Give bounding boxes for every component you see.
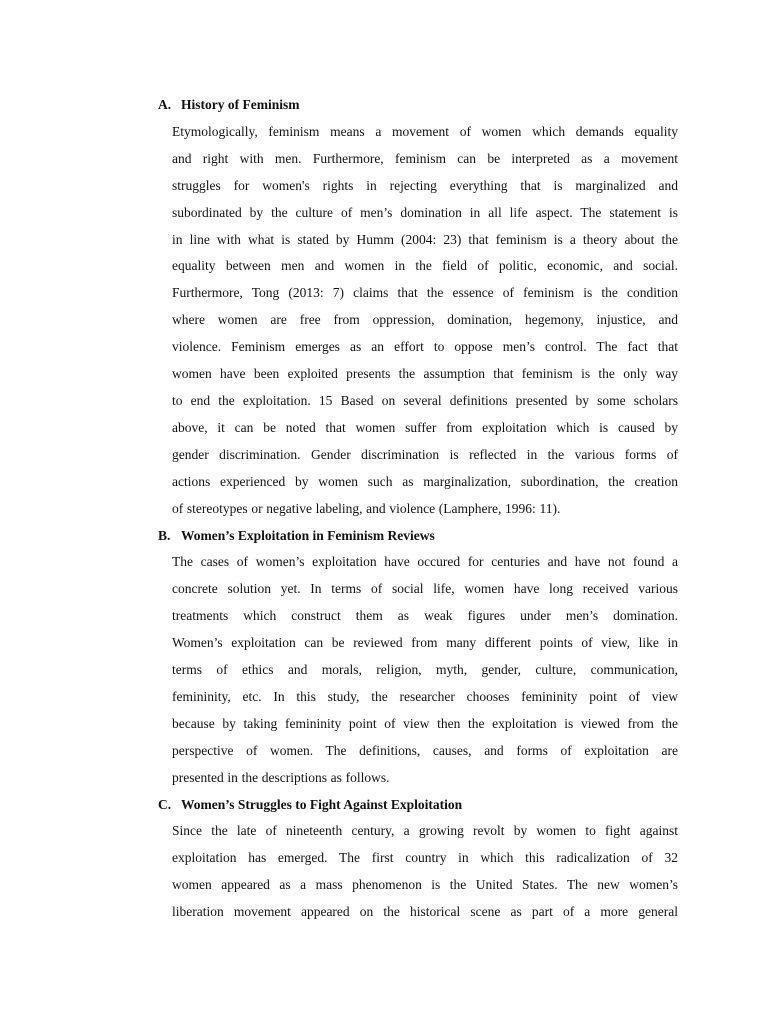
paragraph-line: Furthermore, Tong (2013: 7) claims that the essence of feminism is the condition [172, 285, 678, 301]
paragraph-line: where women are free from oppression, domination, hegemony, injustice, and [172, 312, 678, 328]
paragraph-line: struggles for women's rights in rejecting everything that is marginalized and [172, 177, 678, 193]
paragraph-line: because by taking femininity point of view then the exploitation is viewed from the [172, 715, 678, 731]
paragraph-line: above, it can be noted that women suffer from exploitation which is caused by [172, 419, 678, 435]
section-paragraph [172, 119, 678, 523]
section-b [158, 523, 678, 792]
paragraph-line: perspective of women. The definitions, causes, and forms of exploitation are [172, 742, 678, 758]
section-letter: B. [158, 527, 171, 543]
section-a [158, 92, 678, 523]
paragraph-line: violence. Feminism emerges as an effort to oppose men’s control. The fact that [172, 339, 678, 355]
section-paragraph [172, 549, 678, 791]
paragraph-line: women appeared as a mass phenomenon is the United States. The new women’s [172, 877, 678, 893]
paragraph-line: concrete solution yet. In terms of social life, women have long received various [172, 581, 678, 597]
section-title: History of Feminism [181, 97, 300, 112]
document-content [158, 92, 678, 926]
paragraph-line: women have been exploited presents the assumption that feminism is the only way [172, 366, 678, 382]
paragraph-line: The cases of women’s exploitation have occured for centuries and have not found a [172, 554, 678, 570]
paragraph-line: treatments which construct them as weak figures under men’s domination. [172, 608, 678, 624]
section-letter: A. [158, 97, 172, 112]
section-heading [158, 523, 678, 550]
paragraph-line: Women’s exploitation can be reviewed from many different points of view, like in [172, 635, 678, 651]
paragraph-line: and right with men. Furthermore, feminism can be interpreted as a movement [172, 150, 678, 166]
paragraph-line: Etymologically, feminism means a movement of women which demands equality [172, 123, 678, 139]
paragraph-line: gender discrimination. Gender discrimination is reflected in the various forms of [172, 446, 678, 462]
section-letter: C. [158, 796, 172, 812]
section-title: Women’s Struggles to Fight Against Exploitation [181, 796, 463, 812]
paragraph-line: Since the late of nineteenth century, a growing revolt by women to fight against [172, 823, 678, 839]
section-heading [158, 92, 678, 119]
section-title: Women’s Exploitation in Feminism Reviews [181, 527, 435, 543]
paragraph-line: femininity, etc. In this study, the researcher chooses femininity point of view [172, 688, 678, 704]
paragraph-line: liberation movement appeared on the historical scene as part of a more general [172, 904, 678, 920]
section-c [158, 792, 678, 927]
paragraph-line: subordinated by the culture of men’s domination in all life aspect. The statement is [172, 204, 678, 220]
section-paragraph [172, 818, 678, 926]
paragraph-line: of stereotypes or negative labeling, and violence (Lamphere, 1996: 11). [172, 500, 561, 516]
paragraph-line: actions experienced by women such as marginalization, subordination, the creation [172, 473, 678, 489]
paragraph-line: exploitation has emerged. The first country in which this radicalization of 32 [172, 850, 678, 866]
paragraph-line: to end the exploitation. 15 Based on several definitions presented by some scholars [172, 392, 678, 408]
paragraph-line: in line with what is stated by Humm (2004: 23) that feminism is a theory about the [172, 231, 678, 247]
paragraph-line: presented in the descriptions as follows. [172, 769, 390, 785]
paragraph-line: terms of ethics and morals, religion, myth, gender, culture, communication, [172, 662, 678, 678]
paragraph-line: equality between men and women in the field of politic, economic, and social. [172, 258, 678, 274]
section-heading [158, 792, 678, 819]
